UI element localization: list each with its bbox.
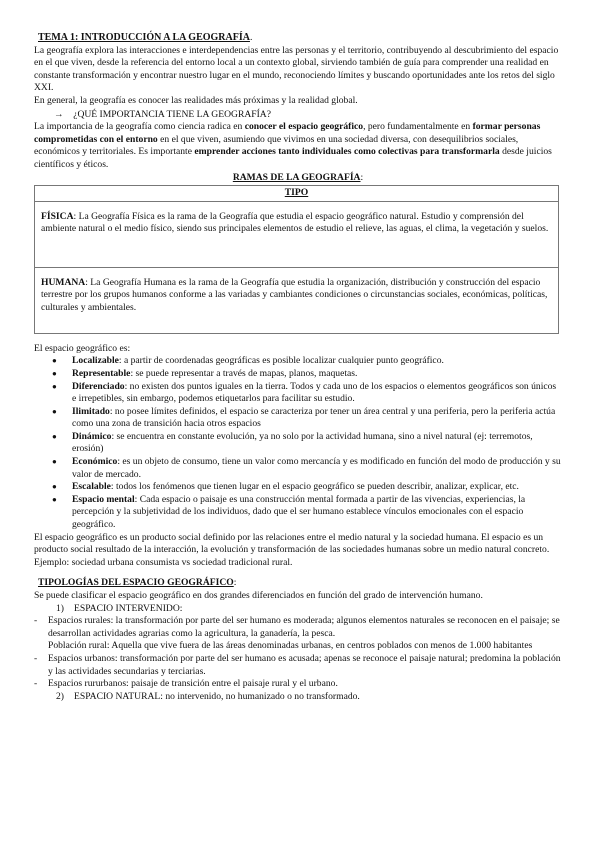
general-paragraph: En general, la geografía es conocer las realidades más próximas y la realidad global. — [34, 94, 358, 106]
list-item: ● Representable: se puede representar a través de mapas, planos, maquetas. — [34, 368, 562, 381]
espacio-closing: El espacio geográfico es un producto social definido por las relaciones entre el medio natural y la sociedad humana. El espacio es un producto social resultado de la interacción, la evolución y transformación de las sociedades humanas sobre un medio natural concreto. Ejemplo: sociedad urbana consumista vs sociedad tradicional rural. — [34, 531, 550, 568]
intervenido-heading: 1) ESPACIO INTERVENIDO: — [56, 602, 183, 614]
ramas-heading: RAMAS DE LA GEOGRAFÍA: — [232, 171, 364, 183]
espacio-intro: El espacio geográfico es: — [34, 342, 131, 354]
importance-paragraph: La importancia de la geografía como ciencia radica en conocer el espacio geográfico, pero fundamentalmente en formar personas comprometidas con el entorno en el que viven, asumiendo que vivimos en una sociedad diversa, con desequilibrios sociales, económicos y territoriales. Es importante emprender acciones tanto individuales como colectivas para transformarla desde juicios científicos y éticos. — [34, 121, 552, 170]
list-item: ● Económico: es un objeto de consumo, tiene un valor como mercancía y es modificado en función del modo de producción y su valor de mercado. — [34, 456, 562, 481]
topic-title: TEMA 1: INTRODUCCIÓN A LA GEOGRAFÍA — [38, 32, 250, 43]
tipologias-heading: TIPOLOGÍAS DEL ESPACIO GEOGRÁFICO: — [38, 577, 237, 589]
list-item: ● Espacio mental: Cada espacio o paisaje es una construcción mental formada a partir de las vivencias, experiencias, la percepción y la subjetividad de los individuos, dado que el ser humano establece vínculos emocionales con el espacio geográfico. — [34, 494, 562, 532]
espacio-features-list — [34, 355, 562, 531]
poblacion-item: Población rural: Aquella que vive fuera de las áreas denominadas urbanas, en centros poblados con menos de 1.000 habitantes — [48, 640, 533, 652]
ramas-row-humana: HUMANA: La Geografía Humana es la rama de la Geografía que estudia la organización, distribución y construcción del espacio terrestre por los grupos humanos conforme a las variadas y cambiantes condiciones o circunstancias sociales, económicas, políticas, culturales y ambientales. — [35, 267, 559, 333]
question-heading: ¿QUÉ IMPORTANCIA TIENE LA GEOGRAFÍA? — [73, 108, 271, 120]
topic-heading: TEMA 1: INTRODUCCIÓN A LA GEOGRAFÍA. — [38, 32, 253, 43]
list-item: ● Escalable: todos los fenómenos que tienen lugar en el espacio geográfico se pueden describir, analizar, explicar, etc. — [34, 481, 562, 494]
ramas-row-fisica: FÍSICA: La Geografía Física es la rama de la Geografía que estudia el espacio geográfico natural. Estudio y comprensión del ambiente natural o el medio físico, siendo sus principales elementos de estudio el relieve, las aguas, el clima, la vegetación y suelos. — [35, 201, 559, 267]
list-item: ● Dinámico: se encuentra en constante evolución, ya no solo por la actividad humana, sino a nivel natural (ej: terremotos, erosión) — [34, 431, 562, 456]
list-item: ● Localizable: a partir de coordenadas geográficas es posible localizar cualquier punto geográfico. — [34, 355, 562, 368]
ramas-table — [34, 185, 559, 334]
list-item: ● Diferenciado: no existen dos puntos iguales en la tierra. Todos y cada uno de los espacios o elementos geográficos son únicos e irrepetibles, sin embargo, podemos etiquetarlos para facilitar su estudio. — [34, 381, 562, 406]
urbanos-item: - Espacios urbanos: transformación por parte del ser humano es acusada; apenas se reconoce el paisaje natural; predomina la población y las actividades secundarias y terciarias. — [34, 653, 562, 678]
question-line — [34, 109, 562, 122]
rurales-item: - Espacios rurales: la transformación por parte del ser humano es moderada; algunos elementos naturales se reconocen en el paisaje; se desarrollan actividades agrarias como la agricultura, la ganadería, la pesca. — [34, 615, 562, 640]
ramas-table-header: TIPO — [35, 186, 559, 202]
list-item: ● Ilimitado: no posee límites definidos, el espacio se caracteriza por tener un área central y una periferia, pero la periferia actúa como una zona de transición hacia otros espacios — [34, 406, 562, 431]
natural-heading: 2) ESPACIO NATURAL: no intervenido, no humanizado o no transformado. — [56, 690, 360, 702]
rururbanos-item: - Espacios rururbanos: paisaje de transición entre el paisaje rural y el urbano. — [34, 678, 562, 691]
tipologias-intro: Se puede clasificar el espacio geográfico en dos grandes diferenciados en función del grado de intervención humano. — [34, 590, 483, 601]
document-page — [34, 32, 562, 703]
arrow-icon: → — [54, 108, 64, 120]
intro-paragraph: La geografía explora las interacciones e interdependencias entre las personas y el territorio, contribuyendo al descubrimiento del espacio en el que viven, desde la referencia del entorno local a un contexto global, sirviendo también de guía para comprender una realidad en constante transformación y encontrar nuestro lugar en el mundo, reconociendo límites y buscando oportunidades ante los retos del siglo XXI. — [34, 44, 559, 94]
